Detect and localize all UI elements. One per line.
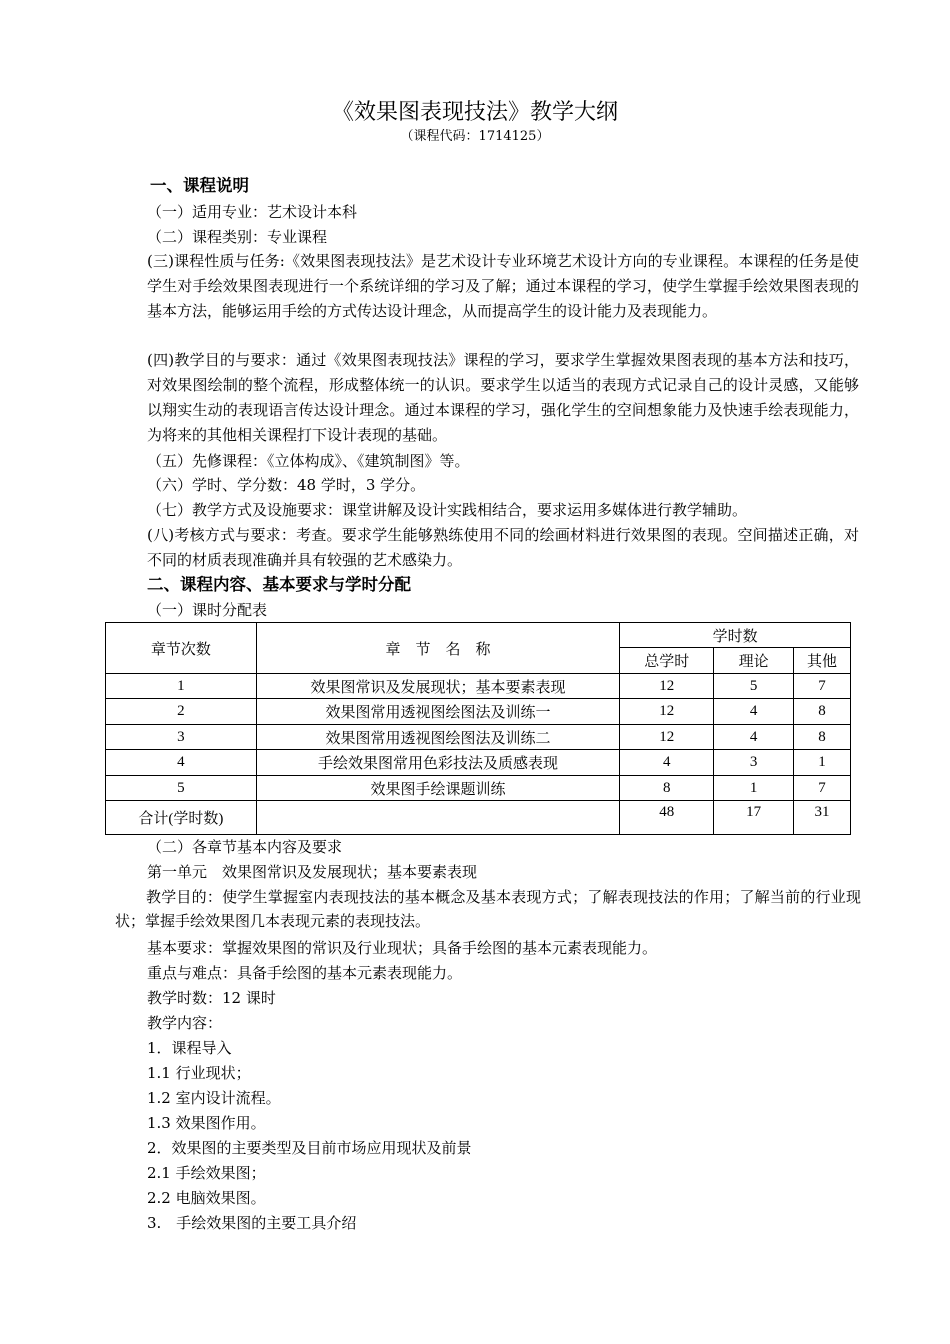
row-other: 1	[794, 750, 851, 776]
prerequisites: （五）先修课程：《立体构成》、《建筑制图》等。	[147, 452, 470, 470]
row-no: 4	[106, 750, 257, 776]
header-hours: 学时数	[620, 623, 851, 648]
hours-table	[105, 622, 851, 835]
unit-1-goal: 教学目的：使学生掌握室内表现技法的基本概念及基本表现方式；了解表现技法的作用；了解当前的行业现状；掌握手绘效果图几本表现元素的表现技法。	[115, 888, 861, 930]
sum-other: 31	[794, 801, 851, 835]
row-other: 7	[794, 776, 851, 801]
row-name: 效果图常识及发展现状；基本要素表现	[256, 674, 619, 699]
course-nature: (三)课程性质与任务:《效果图表现技法》是艺术设计专业环境艺术设计方向的专业课程。本课程的任务是使学生对手绘效果图表现进行一个系统详细的学习及了解；通过本课程的学习，使学生掌握手绘效果图表现的基本方法，能够运用手绘的方式传达设计理念，从而提高学生的设计能力及表现能力。	[147, 252, 859, 320]
row-total: 4	[620, 750, 714, 776]
header-other: 其他	[794, 648, 851, 674]
page-title: 《效果图表现技法》教学大纲	[331, 100, 618, 125]
unit-1-requirement: 基本要求：掌握效果图的常识及行业现状；具备手绘图的基本元素表现能力。	[147, 939, 658, 957]
list-item: 2.2 电脑效果图。	[147, 1189, 266, 1207]
row-other: 8	[794, 699, 851, 725]
row-theory: 3	[714, 750, 794, 776]
chapter-content-caption: （二）各章节基本内容及要求	[147, 838, 343, 856]
teaching-method: （七）教学方式及设施要求：课堂讲解及设计实践相结合，要求运用多媒体进行教学辅助。	[147, 501, 748, 519]
sum-total: 48	[620, 801, 714, 835]
teaching-goals: (四)教学目的与要求：通过《效果图表现技法》课程的学习，要求学生掌握效果图表现的基本方法和技巧，对效果图绘制的整个流程，形成整体统一的认识。要求学生以适当的表现方式记录自己的设计灵感，又能够以翔实生动的表现语言传达设计理念。通过本课程的学习，强化学生的空间想象能力及快速手绘表现能力，为将来的其他相关课程打下设计表现的基础。	[147, 351, 859, 444]
list-item: 1.3 效果图作用。	[147, 1114, 266, 1132]
assessment: (八)考核方式与要求：考查。要求学生能够熟练使用不同的绘画材料进行效果图的表现。空间描述正确，对不同的材质表现准确并具有较强的艺术感染力。	[147, 526, 859, 569]
unit-1-title: 第一单元 效果图常识及发展现状；基本要素表现	[147, 863, 478, 881]
hours-credits: （六）学时、学分数：48 学时，3 学分。	[147, 476, 426, 494]
row-total: 12	[620, 699, 714, 725]
list-item: 2.1 手绘效果图；	[147, 1164, 266, 1182]
list-item: 2．效果图的主要类型及目前市场应用现状及前景	[147, 1139, 472, 1157]
table-row	[106, 725, 851, 750]
course-category: （二）课程类别：专业课程	[147, 228, 328, 246]
row-theory: 4	[714, 725, 794, 750]
unit-1-key-points: 重点与难点：具备手绘图的基本元素表现能力。	[147, 964, 463, 982]
row-total: 8	[620, 776, 714, 801]
list-item: 1.2 室内设计流程。	[147, 1089, 281, 1107]
row-total: 12	[620, 725, 714, 750]
section-1-heading: 一、课程说明	[150, 176, 249, 195]
sum-label: 合计(学时数)	[106, 801, 257, 835]
list-item: 1．课程导入	[147, 1039, 232, 1057]
header-total: 总学时	[620, 648, 714, 674]
row-theory: 5	[714, 674, 794, 699]
table-row	[106, 776, 851, 801]
row-theory: 4	[714, 699, 794, 725]
row-theory: 1	[714, 776, 794, 801]
table-sum-row	[106, 801, 851, 835]
row-name: 效果图手绘课题训练	[256, 776, 619, 801]
row-no: 2	[106, 699, 257, 725]
row-no: 5	[106, 776, 257, 801]
unit-1-content-label: 教学内容：	[147, 1014, 223, 1032]
applicable-major: （一）适用专业：艺术设计本科	[147, 203, 358, 221]
row-other: 8	[794, 725, 851, 750]
header-theory: 理论	[714, 648, 794, 674]
table-row	[106, 699, 851, 725]
row-no: 1	[106, 674, 257, 699]
table-row	[106, 750, 851, 776]
header-chapter-no: 章节次数	[106, 623, 257, 674]
course-code: （课程代码：1714125）	[400, 129, 550, 144]
section-2-heading: 二、课程内容、基本要求与学时分配	[147, 575, 411, 594]
sum-name	[256, 801, 619, 835]
row-name: 效果图常用透视图绘图法及训练一	[256, 699, 619, 725]
table-row	[106, 674, 851, 699]
row-name: 手绘效果图常用色彩技法及质感表现	[256, 750, 619, 776]
unit-1-hours: 教学时数：12 课时	[147, 989, 276, 1007]
row-no: 3	[106, 725, 257, 750]
sum-theory: 17	[714, 801, 794, 835]
row-name: 效果图常用透视图绘图法及训练二	[256, 725, 619, 750]
hours-table-caption: （一）课时分配表	[147, 601, 268, 619]
list-item: 3. 手绘效果图的主要工具介绍	[147, 1214, 357, 1232]
row-total: 12	[620, 674, 714, 699]
header-chapter-name: 章 节 名 称	[256, 623, 619, 674]
row-other: 7	[794, 674, 851, 699]
list-item: 1.1 行业现状；	[147, 1064, 251, 1082]
